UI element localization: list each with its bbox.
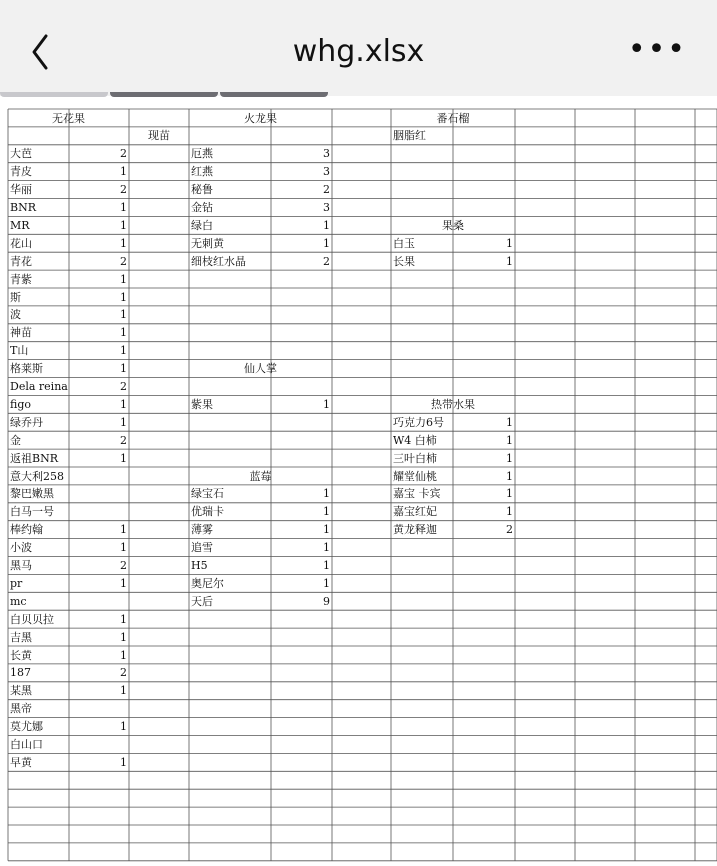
item-name[interactable]: 格莱斯 bbox=[10, 362, 43, 376]
item-count[interactable]: 3 bbox=[323, 165, 330, 179]
item-count[interactable]: 1 bbox=[323, 505, 330, 519]
item-name[interactable]: 187 bbox=[10, 666, 31, 680]
section-header-dragon[interactable]: 火龙果 bbox=[244, 111, 277, 125]
item-name[interactable]: 黑马 bbox=[10, 559, 32, 572]
item-name[interactable]: 厄燕 bbox=[191, 147, 213, 161]
item-name[interactable]: 红燕 bbox=[191, 165, 213, 179]
item-name[interactable]: BNR bbox=[10, 201, 36, 214]
item-name[interactable]: mc bbox=[10, 594, 27, 608]
item-count[interactable]: 1 bbox=[120, 612, 127, 626]
sheet-tab[interactable] bbox=[220, 92, 328, 97]
item-count[interactable]: 1 bbox=[120, 720, 127, 734]
item-name[interactable]: 绿白 bbox=[191, 218, 213, 232]
item-count[interactable]: 1 bbox=[120, 272, 127, 286]
item-name[interactable]: 金 bbox=[10, 433, 21, 447]
item-count[interactable]: 1 bbox=[323, 218, 330, 232]
item-name[interactable]: 嘉宝 卡宾 bbox=[393, 487, 441, 501]
item-count[interactable]: 2 bbox=[120, 183, 127, 197]
item-name[interactable]: 花山 bbox=[10, 236, 32, 250]
item-name[interactable]: 某黑 bbox=[10, 684, 32, 698]
item-name[interactable]: 早黄 bbox=[10, 755, 32, 769]
item-name[interactable]: figo bbox=[10, 397, 32, 411]
top-bar bbox=[0, 0, 717, 96]
item-count[interactable]: 2 bbox=[120, 380, 127, 393]
item-name[interactable]: 天后 bbox=[191, 594, 213, 608]
item-count[interactable]: 1 bbox=[506, 236, 513, 250]
item-name[interactable]: 三叶白柿 bbox=[393, 451, 437, 465]
item-count[interactable]: 1 bbox=[120, 362, 127, 376]
item-name[interactable]: 长果 bbox=[393, 254, 415, 268]
item-count[interactable]: 1 bbox=[506, 415, 513, 429]
item-count[interactable]: 1 bbox=[120, 523, 127, 537]
sheet-tab-strip bbox=[0, 92, 330, 98]
file-title: whg.xlsx bbox=[292, 34, 425, 69]
item-name[interactable]: 白玉 bbox=[393, 236, 415, 250]
item-count[interactable]: 1 bbox=[120, 308, 127, 322]
status-bar bbox=[0, 0, 717, 10]
item-count[interactable]: 1 bbox=[120, 290, 127, 304]
item-name[interactable]: 莫尤娜 bbox=[10, 720, 43, 734]
item-count[interactable]: 1 bbox=[506, 254, 513, 268]
section-header-mulberry[interactable]: 果桑 bbox=[442, 218, 464, 232]
item-count[interactable]: 1 bbox=[120, 218, 127, 232]
item-count[interactable]: 1 bbox=[120, 684, 127, 698]
item-name[interactable]: 黑帝 bbox=[10, 702, 32, 716]
item-name[interactable]: 绿乔丹 bbox=[10, 415, 43, 429]
item-name[interactable]: 白贝贝拉 bbox=[10, 612, 54, 626]
item-name[interactable]: 薄雾 bbox=[191, 523, 213, 537]
item-name[interactable]: 华丽 bbox=[10, 183, 32, 197]
item-name[interactable]: 青花 bbox=[10, 254, 32, 268]
item-count[interactable]: 2 bbox=[506, 523, 513, 537]
item-name[interactable]: T山 bbox=[10, 344, 29, 358]
item-name[interactable]: H5 bbox=[191, 559, 208, 572]
item-count[interactable]: 1 bbox=[120, 541, 127, 555]
item-count[interactable]: 1 bbox=[120, 397, 127, 411]
spreadsheet-grid[interactable] bbox=[0, 100, 717, 866]
item-count[interactable]: 1 bbox=[120, 630, 127, 644]
item-name[interactable]: 白山口 bbox=[10, 738, 43, 751]
section-header-blueberry[interactable]: 蓝莓 bbox=[249, 469, 272, 483]
item-count[interactable]: 1 bbox=[120, 326, 127, 340]
item-count[interactable]: 1 bbox=[323, 487, 330, 501]
item-count[interactable]: 1 bbox=[120, 344, 127, 358]
item-name[interactable]: 长黄 bbox=[10, 648, 32, 662]
item-count[interactable]: 1 bbox=[323, 523, 330, 537]
item-name[interactable]: 斯 bbox=[10, 290, 21, 304]
item-count[interactable]: 1 bbox=[120, 165, 127, 179]
item-name[interactable]: 波 bbox=[10, 308, 21, 322]
item-count[interactable]: 2 bbox=[120, 559, 127, 572]
item-count[interactable]: 3 bbox=[323, 147, 330, 161]
item-name[interactable]: 小波 bbox=[10, 541, 32, 555]
item-count[interactable]: 2 bbox=[323, 254, 330, 268]
item-count[interactable]: 1 bbox=[506, 487, 513, 501]
sheet-tab[interactable] bbox=[0, 92, 108, 97]
item-name[interactable]: 黄龙释迦 bbox=[393, 523, 437, 537]
item-name[interactable]: Dela reina bbox=[10, 380, 68, 393]
item-count[interactable]: 1 bbox=[506, 451, 513, 465]
item-name[interactable]: 黎巴嫩黑 bbox=[10, 487, 54, 501]
item-count[interactable]: 1 bbox=[506, 469, 513, 483]
item-count[interactable]: 1 bbox=[323, 576, 330, 590]
item-name[interactable]: 秘鲁 bbox=[191, 183, 213, 197]
item-count[interactable]: 1 bbox=[120, 755, 127, 769]
item-name[interactable]: 胭脂红 bbox=[393, 129, 426, 143]
item-count[interactable]: 2 bbox=[120, 147, 127, 161]
item-count[interactable]: 1 bbox=[323, 541, 330, 555]
item-name[interactable]: 白马一号 bbox=[10, 505, 54, 519]
item-count[interactable]: 1 bbox=[120, 451, 127, 465]
item-name[interactable]: 奥尼尔 bbox=[191, 576, 224, 590]
section-header-fig[interactable]: 无花果 bbox=[52, 111, 85, 125]
item-name[interactable]: 嘉宝红妃 bbox=[393, 505, 437, 519]
item-count[interactable]: 1 bbox=[120, 576, 127, 590]
section-header-cactus[interactable]: 仙人掌 bbox=[244, 362, 277, 376]
more-options-icon[interactable]: ••• bbox=[627, 32, 687, 67]
item-count[interactable]: 1 bbox=[323, 236, 330, 250]
item-count[interactable]: 2 bbox=[120, 433, 127, 447]
item-count[interactable]: 1 bbox=[506, 505, 513, 519]
item-count[interactable]: 1 bbox=[323, 397, 330, 411]
item-name[interactable]: 细枝红水晶 bbox=[191, 254, 246, 268]
item-count[interactable]: 9 bbox=[323, 594, 330, 608]
item-name[interactable]: W4 白柿 bbox=[393, 433, 437, 447]
item-name[interactable]: 吉黑 bbox=[10, 630, 32, 644]
item-name[interactable]: 优瑞卡 bbox=[191, 505, 224, 519]
section-header-tropical[interactable]: 热带水果 bbox=[431, 397, 475, 411]
item-name[interactable]: 棒约翰 bbox=[10, 523, 43, 537]
item-name[interactable]: 耀堂仙桃 bbox=[393, 469, 437, 483]
item-name[interactable]: 紫果 bbox=[191, 397, 213, 411]
item-count[interactable]: 1 bbox=[120, 415, 127, 429]
item-count[interactable]: 1 bbox=[323, 559, 330, 572]
item-name[interactable]: 青紫 bbox=[10, 272, 32, 286]
item-count[interactable]: 1 bbox=[120, 201, 127, 214]
item-name[interactable]: 神苗 bbox=[10, 326, 32, 340]
section-header-guava[interactable]: 番石榴 bbox=[436, 111, 470, 125]
item-name[interactable]: pr bbox=[10, 576, 23, 590]
item-name[interactable]: 无刺黄 bbox=[191, 236, 224, 250]
item-name[interactable]: 返祖BNR bbox=[10, 451, 58, 465]
item-name[interactable]: 意大利258 bbox=[10, 469, 64, 483]
item-count[interactable]: 2 bbox=[120, 666, 127, 680]
sheet-tab-active[interactable] bbox=[110, 92, 218, 97]
section-header-seedling[interactable]: 现苗 bbox=[148, 129, 170, 143]
item-name[interactable]: 金钻 bbox=[191, 201, 213, 214]
item-name[interactable]: MR bbox=[10, 218, 30, 232]
item-count[interactable]: 2 bbox=[120, 254, 127, 268]
item-name[interactable]: 青皮 bbox=[10, 165, 32, 179]
item-count[interactable]: 3 bbox=[323, 201, 330, 214]
item-count[interactable]: 2 bbox=[323, 183, 330, 197]
item-count[interactable]: 1 bbox=[506, 433, 513, 447]
item-name[interactable]: 巧克力6号 bbox=[393, 415, 444, 429]
item-name[interactable]: 绿宝石 bbox=[191, 487, 224, 501]
item-count[interactable]: 1 bbox=[120, 648, 127, 662]
item-name[interactable]: 大芭 bbox=[10, 147, 32, 161]
item-name[interactable]: 追雪 bbox=[191, 541, 213, 555]
item-count[interactable]: 1 bbox=[120, 236, 127, 250]
